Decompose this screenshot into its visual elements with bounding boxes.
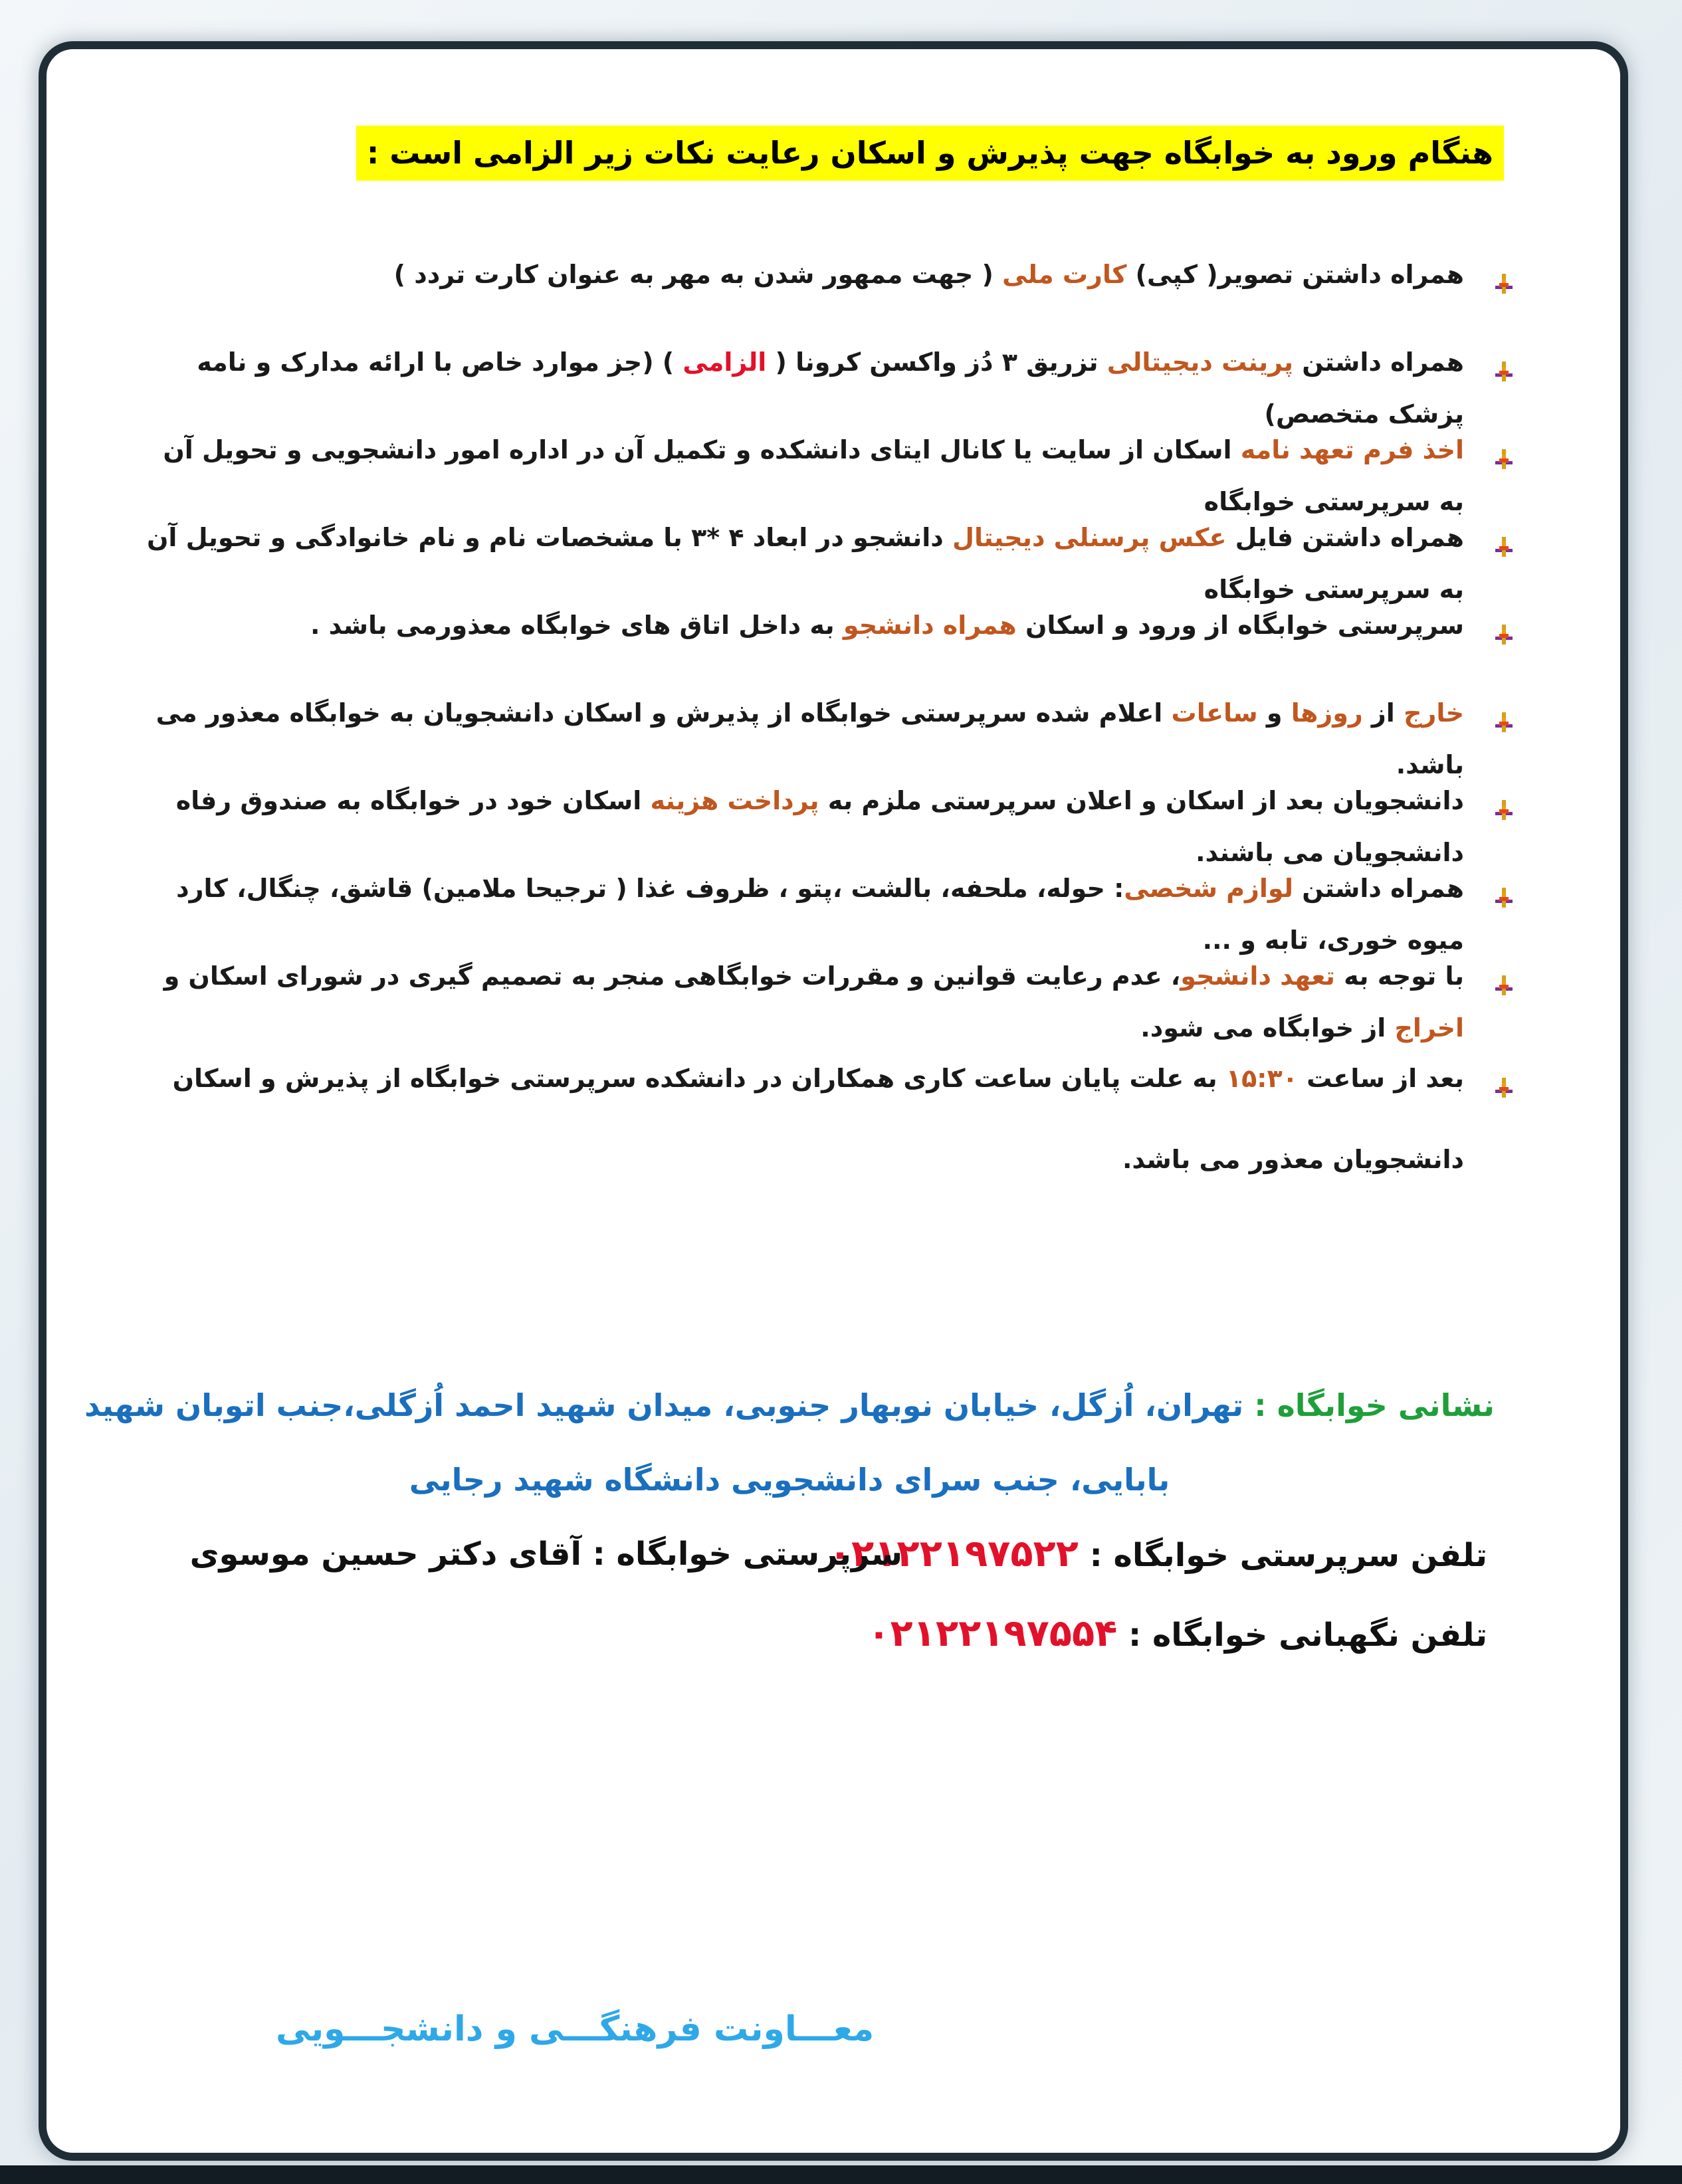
rule-text-part: پرداخت هزینه xyxy=(650,786,819,815)
rule-item xyxy=(135,775,1514,867)
rule-text-part: دانشجویان بعد از اسکان و اعلان سرپرستی ملزم به xyxy=(819,786,1464,815)
rule-text-part: سرپرستی خوابگاه از ورود و اسکان xyxy=(1016,611,1464,640)
guard-phone: ۰۲۱۲۲۱۹۷۵۵۴ xyxy=(867,1612,1118,1655)
rule-text xyxy=(197,347,1464,429)
bullet-icon xyxy=(1494,349,1514,375)
rule-text-part: کارت ملی xyxy=(1002,260,1127,289)
rule-text-part: و xyxy=(1257,698,1291,728)
rule-item xyxy=(135,862,1514,955)
rule-item xyxy=(135,512,1514,604)
rule-text-part: اخذ فرم تعهد نامه xyxy=(1240,435,1464,464)
rule-item xyxy=(135,599,1514,687)
rule-text-part: دانشجو در ابعاد ۴ *۳ با مشخصات نام و نام خانوادگی و تحویل آن به سرپرستی خوابگاه xyxy=(146,523,1464,604)
bullet-icon xyxy=(1494,525,1514,550)
rule-text xyxy=(176,874,1464,955)
rule-item xyxy=(135,336,1514,429)
rule-text-part: عکس پرسنلی دیجیتال xyxy=(952,523,1227,552)
rules-list xyxy=(135,248,1514,1200)
bullet-icon xyxy=(1494,437,1514,462)
rule-text xyxy=(176,786,1464,867)
bullet-icon xyxy=(1494,700,1514,726)
contact-block xyxy=(92,1514,1487,1674)
rule-text-part: ۱۵:۳۰ xyxy=(1225,1064,1298,1093)
rule-text xyxy=(147,523,1464,604)
supervisor-phone: ۰۲۱۲۲۱۹۷۵۲۲ xyxy=(828,1532,1079,1575)
address-label: نشانی خوابگاه : xyxy=(1254,1387,1495,1423)
rule-text xyxy=(163,435,1464,516)
rule-text-part: روزها xyxy=(1291,698,1363,728)
rule-text-part: بعد از ساعت xyxy=(1297,1064,1464,1093)
rule-text-part: خارج xyxy=(1404,698,1464,728)
rule-text-part: همراه داشتن فایل xyxy=(1226,523,1464,552)
rule-text-part: همراه داشتن xyxy=(1293,347,1464,377)
address-block xyxy=(75,1368,1504,1517)
supervisor-phone-row xyxy=(92,1514,1487,1594)
bullet-icon xyxy=(1494,788,1514,813)
bottom-bar xyxy=(0,2165,1682,2184)
rule-text-part: پرینت دیجیتالی xyxy=(1106,347,1294,377)
rule-text-part: اعلام شده سرپرستی خوابگاه از پذیرش و اسکان دانشجویان به خوابگاه معذور می باشد. xyxy=(156,698,1464,779)
heading-wrapper xyxy=(356,126,1504,181)
rule-text-part: ( جهت ممهور شدن به مهر به عنوان کارت تردد ) xyxy=(393,260,1003,289)
rule-item xyxy=(135,950,1514,1042)
rule-text-part: از خوابگاه می شود. xyxy=(1140,1013,1395,1042)
guard-phone-label: تلفن نگهبانی خوابگاه : xyxy=(1117,1617,1487,1654)
rule-text-part: از xyxy=(1362,698,1404,728)
rule-text-part: همراه داشتن xyxy=(1293,874,1464,903)
rule-text-part: به داخل اتاق های خوابگاه معذورمی باشد . xyxy=(310,611,843,640)
rule-text-part: همراه دانشجو xyxy=(843,611,1017,640)
rule-text xyxy=(173,1064,1464,1174)
bullet-icon xyxy=(1494,963,1514,989)
rule-text-part: ، عدم رعایت قوانین و مقررات خوابگاهی منجر به تصمیم گیری در شورای اسکان و xyxy=(163,961,1181,991)
rule-item xyxy=(135,424,1514,516)
supervisor-name: سرپرستی خوابگاه : آقای دکتر حسین موسوی xyxy=(189,1536,902,1573)
rule-text xyxy=(164,961,1464,1042)
rule-text-part: تعهد دانشجو xyxy=(1180,961,1335,991)
rule-text-part: ) (جز موارد خاص با ارائه مدارک و نامه پزشک متخصص) xyxy=(197,347,1464,429)
rule-text-part: : حوله، ملحفه، بالشت ،پتو ، ظروف غذا ( ترجیحا ملامین) قاشق، چنگال، کارد میوه خوری، تابه و ... xyxy=(176,874,1464,955)
supervisor-phone-label: تلفن سرپرستی خوابگاه : xyxy=(1078,1537,1487,1574)
bullet-icon xyxy=(1494,613,1514,638)
rule-item xyxy=(135,687,1514,779)
rule-text-part: ساعات xyxy=(1171,698,1258,728)
rule-text-part: اخراج xyxy=(1394,1013,1464,1042)
rule-text-part: با توجه به xyxy=(1334,961,1464,991)
rule-text xyxy=(394,260,1464,289)
bullet-icon xyxy=(1494,262,1514,287)
rule-text-part: تزریق ۳ دُز واکسن کرونا ( xyxy=(766,347,1107,377)
rule-item xyxy=(135,248,1514,336)
page-title: هنگام ورود به خوابگاه جهت پذیرش و اسکان رعایت نکات زیر الزامی است : xyxy=(356,126,1504,181)
rule-text xyxy=(310,611,1464,640)
bullet-icon xyxy=(1494,876,1514,901)
rule-text-part: لوازم شخصی xyxy=(1124,874,1294,903)
document-frame xyxy=(39,41,1628,2161)
rule-text-part: الزامی xyxy=(683,347,767,377)
rule-text xyxy=(156,698,1464,779)
rule-item xyxy=(135,1038,1514,1200)
rule-text-part: اسکان خود در خوابگاه به صندوق رفاه دانشجویان می باشند. xyxy=(175,786,1464,867)
rule-text-part: همراه داشتن تصویر( کپی) xyxy=(1126,260,1464,289)
guard-phone-row xyxy=(92,1594,1487,1674)
address-text: تهران، اُزگل، خیابان نوبهار جنوبی، میدان شهید احمد اُزگلی،جنب اتوبان شهید بابایی، جنب سرای دانشجویی دانشگاه شهید رجایی xyxy=(84,1387,1255,1498)
rule-text-part: به علت پایان ساعت کاری همکاران در دانشکده سرپرستی خوابگاه از پذیرش و اسکان دانشجویان معذور می باشد. xyxy=(172,1064,1464,1174)
footer-signature: معـــاونت فرهنگـــی و دانشجـــویی xyxy=(276,2009,875,2049)
page-content xyxy=(47,49,1620,2153)
rule-text-part: اسکان از سایت یا کانال ایتای دانشکده و تکمیل آن در اداره امور دانشجویی و تحویل آن به سرپرستی خوابگاه xyxy=(163,435,1464,516)
bullet-icon xyxy=(1494,1051,1514,1076)
